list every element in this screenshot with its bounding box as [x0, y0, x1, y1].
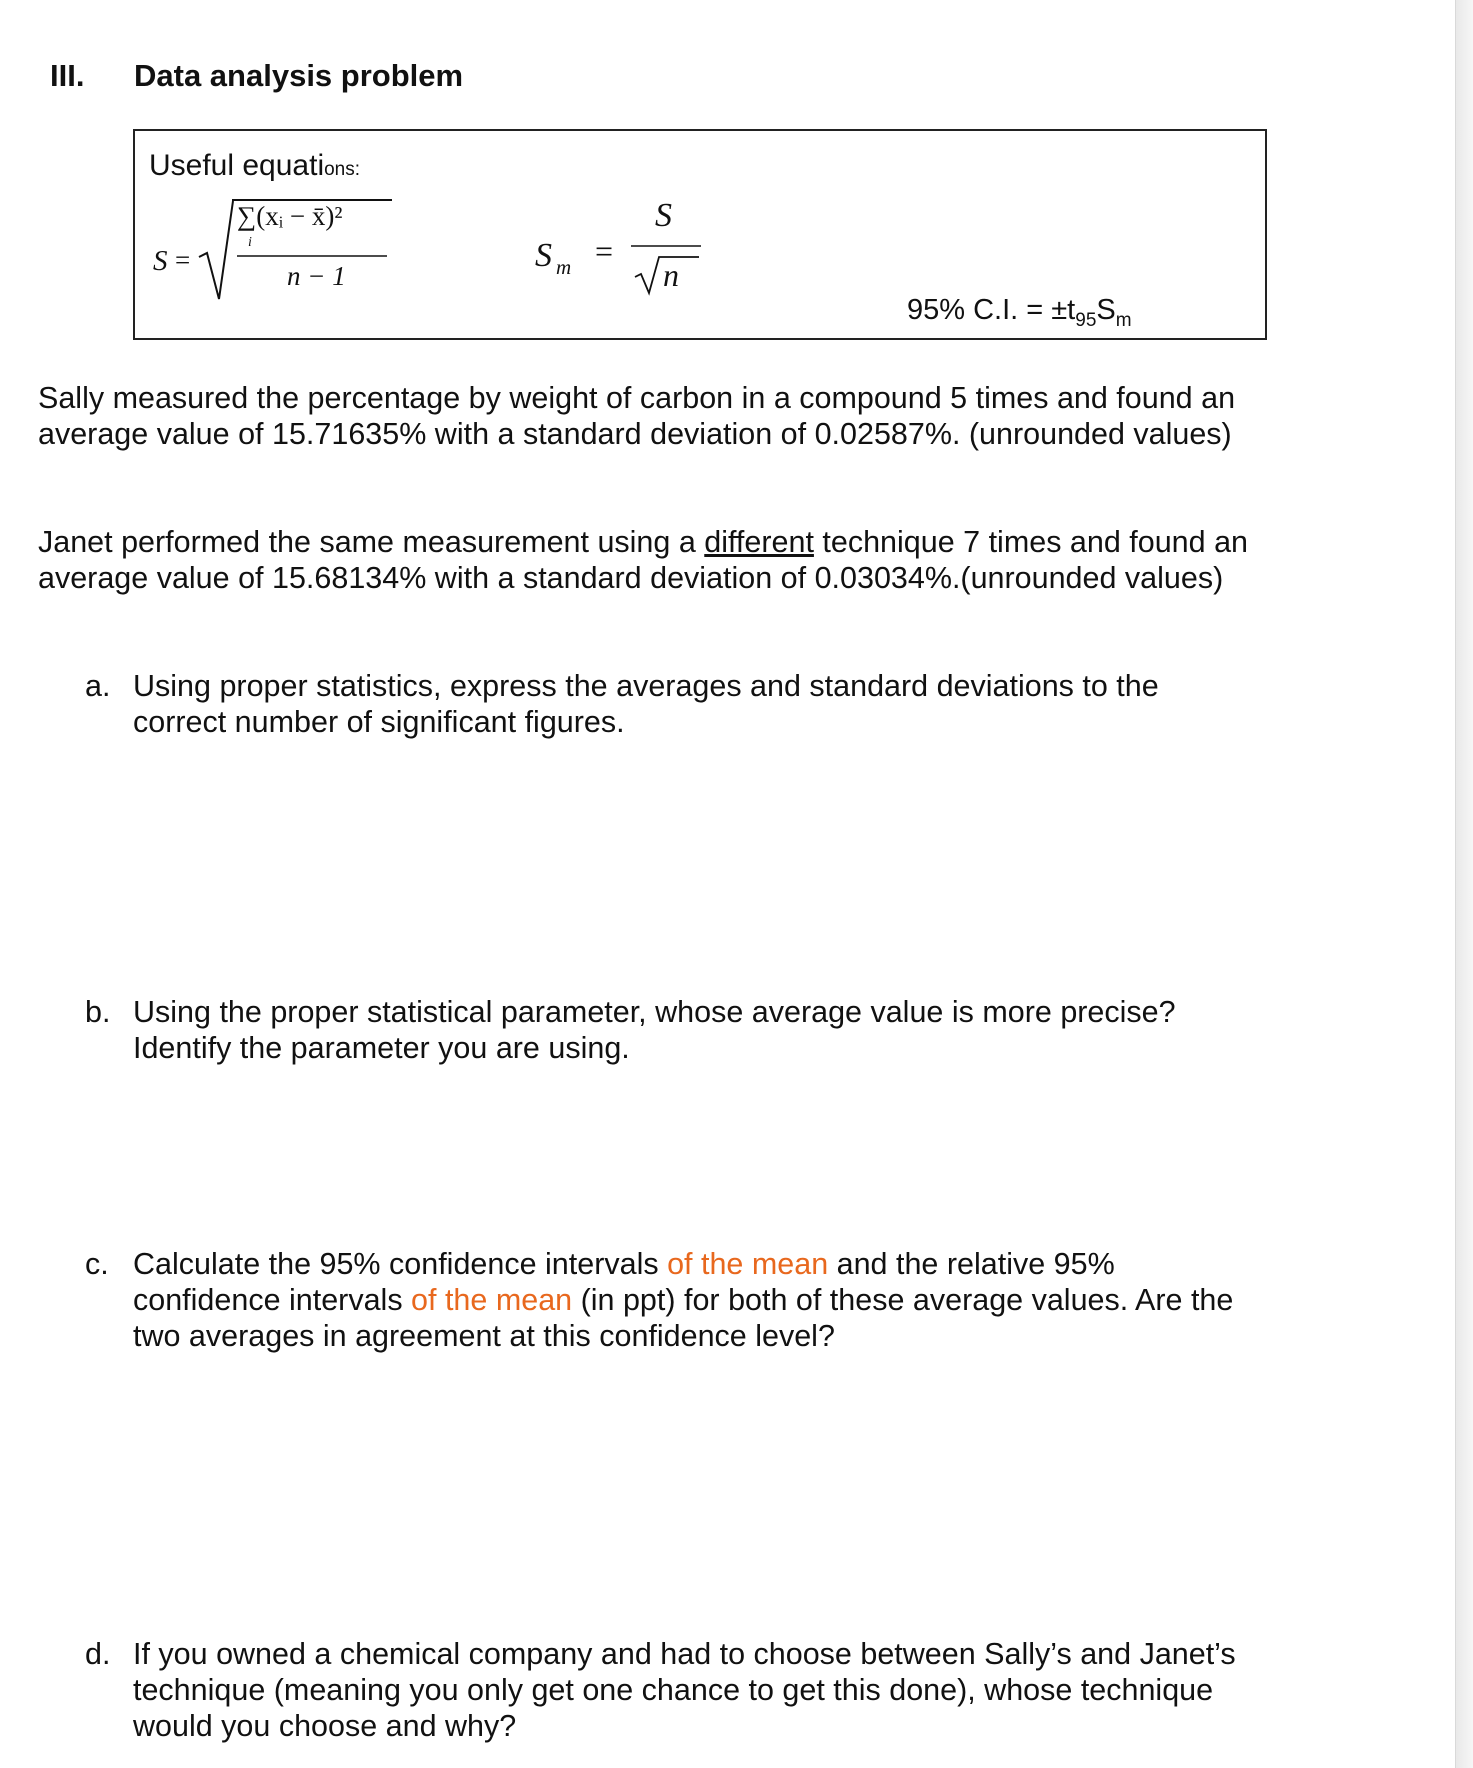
- section-title: Data analysis problem: [134, 58, 464, 93]
- highlight-of-the-mean: of the mean: [667, 1247, 829, 1281]
- question-c: [85, 1246, 1255, 1354]
- confidence-interval-formula: 95% C.I. = $\pm t_{95}S_m$: [907, 294, 1132, 331]
- question-b: [85, 994, 1255, 1066]
- std-error-denominator: n: [663, 257, 679, 293]
- janet-paragraph: Janet performed the same measurement using a different technique 7 times and found an average value of 15.68134% with a standard deviation of 0.03034%.(unrounded values): [38, 525, 1249, 595]
- sally-paragraph: Sally measured the percentage by weight of carbon in a compound 5 times and found an average value of 15.71635% with a standard deviation of 0.02587%. (unrounded values): [38, 381, 1236, 451]
- question-letter: d.: [85, 1637, 111, 1671]
- question-letter: b.: [85, 995, 111, 1029]
- std-error-lhs: S: [535, 237, 552, 274]
- question-a: [85, 668, 1255, 740]
- question-text: Using proper statistics, express the averages and standard deviations to the correct number of significant figures.: [133, 669, 1159, 739]
- section-number: III.: [50, 58, 85, 93]
- std-dev-denominator: n − 1: [287, 261, 346, 291]
- std-dev-numerator-index: i: [248, 235, 252, 250]
- highlight-of-the-mean: of the mean: [411, 1283, 573, 1317]
- question-letter: c.: [85, 1247, 109, 1281]
- std-dev-numerator: ∑(xᵢ − x̄)²: [237, 201, 343, 231]
- question-text: Using the proper statistical parameter, whose average value is more precise? Identify the parameter you are using.: [133, 995, 1176, 1065]
- std-error-formula: S m = S n: [535, 191, 735, 311]
- useful-equations-box: [133, 129, 1267, 340]
- std-error-numerator: S: [655, 197, 672, 234]
- std-dev-lhs: S: [153, 245, 168, 277]
- radical-sign-icon: [197, 195, 237, 305]
- question-text: If you owned a chemical company and had to choose between Sally’s and Janet’s technique (meaning you only get one chance to get this done), whose technique would you choose and why?: [133, 1637, 1236, 1743]
- page-scroll-edge: [1455, 0, 1473, 1768]
- question-letter: a.: [85, 669, 111, 703]
- std-dev-formula: S = ∑(xᵢ − x̄)² i n − 1: [153, 195, 373, 305]
- question-d: [85, 1636, 1255, 1744]
- equations-label: Useful equations:: [149, 149, 361, 182]
- question-text: Calculate the 95% confidence intervals of the mean and the relative 95% confidence intervals of the mean (in ppt) for both of these average values. Are the two averages in agreement at this confidence level?: [133, 1247, 1234, 1353]
